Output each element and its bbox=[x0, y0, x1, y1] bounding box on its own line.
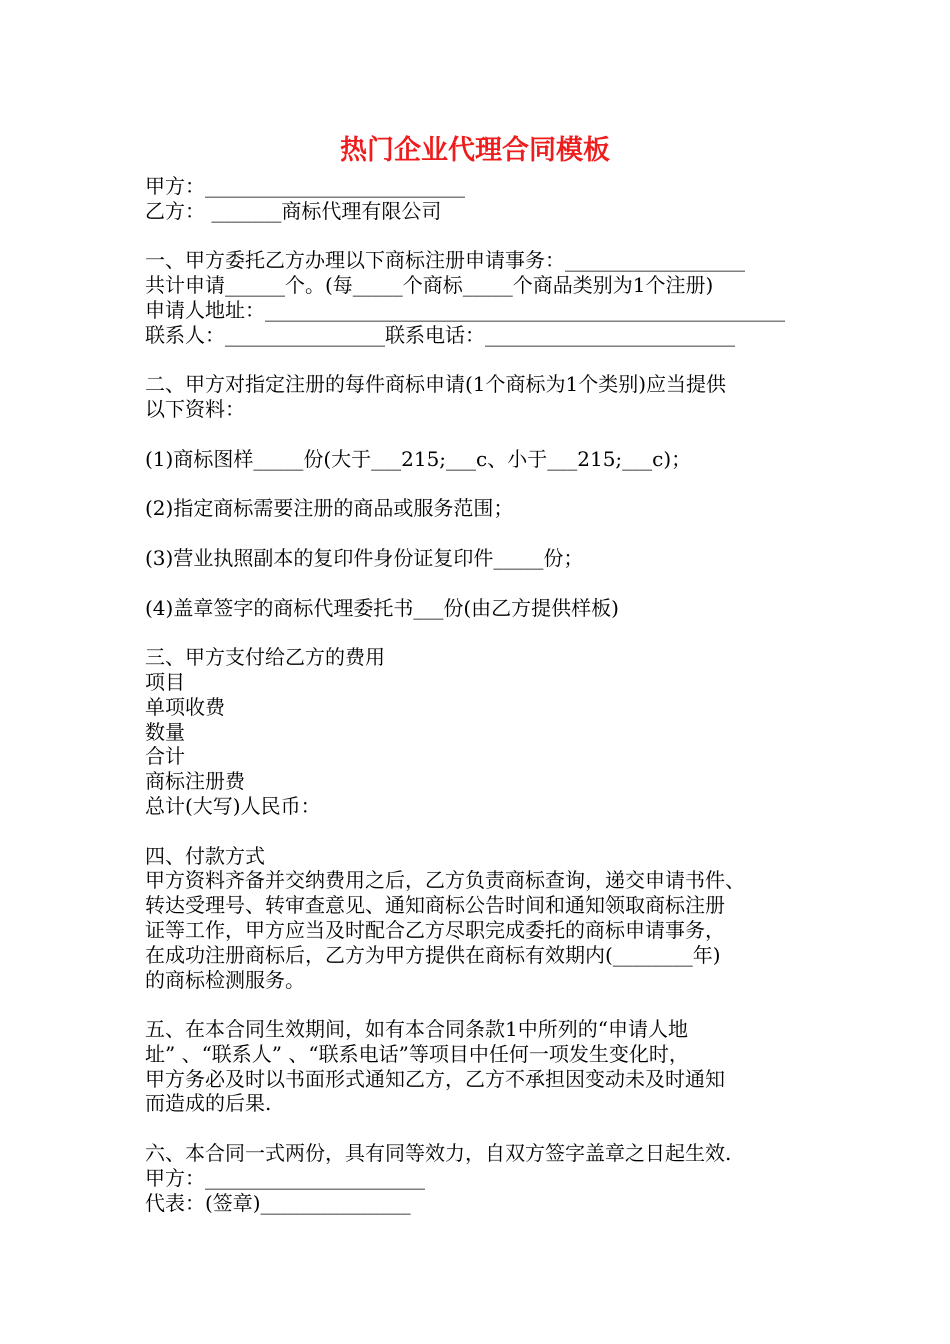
clause-2-line-2: 以下资料： bbox=[145, 397, 245, 422]
blank-line bbox=[145, 422, 825, 447]
clause-4-heading: 四、付款方式 bbox=[145, 843, 265, 868]
item-1-line: (1)商标图样_____份(大于___215;___c、小于___215;___c)； bbox=[145, 446, 692, 471]
fee-total-label: 总计(大写)人民币： bbox=[145, 793, 321, 818]
blank-line bbox=[145, 348, 825, 373]
clause-6-line: 六、本合同一式两份，具有同等效力，自双方签字盖章之日起生效. bbox=[145, 1141, 732, 1166]
fee-quantity-label: 数量 bbox=[145, 719, 185, 744]
blank-line bbox=[145, 992, 825, 1017]
clause-5-line-2: 址” 、“联系人” 、“联系电话”等项目中任何一项发生变化时， bbox=[145, 1041, 689, 1066]
party-b-line: 乙方： _______商标代理有限公司 bbox=[145, 198, 442, 223]
document-body bbox=[145, 174, 825, 1215]
clause-1-line-1: 一、甲方委托乙方办理以下商标注册申请事务：__________________ bbox=[145, 248, 745, 273]
applicant-address-line: 申请人地址：____________________________________________________ bbox=[145, 297, 785, 322]
clause-3-heading: 三、甲方支付给乙方的费用 bbox=[145, 645, 385, 670]
item-3-line: (3)营业执照副本的复印件身份证复印件_____份； bbox=[145, 545, 584, 570]
fee-subtotal-label: 合计 bbox=[145, 744, 185, 769]
blank-line bbox=[145, 620, 825, 645]
clause-2-line-1: 二、甲方对指定注册的每件商标申请(1个商标为1个类别)应当提供 bbox=[145, 372, 727, 397]
contact-line: 联系人：________________联系电话：_________________________ bbox=[145, 322, 735, 347]
clause-5-line-4: 而造成的后果. bbox=[145, 1091, 272, 1116]
blank-line bbox=[145, 521, 825, 546]
blank-line bbox=[145, 472, 825, 497]
clause-1-line-2: 共计申请______个。(每_____个商标_____个商品类别为1个注册) bbox=[145, 273, 714, 298]
clause-5-line-1: 五、在本合同生效期间，如有本合同条款1中所列的“申请人地 bbox=[145, 1017, 688, 1042]
party-a-line: 甲方：__________________________ bbox=[145, 174, 465, 198]
fee-unit-price-label: 单项收费 bbox=[145, 694, 225, 719]
clause-4-line-5: 的商标检测服务。 bbox=[145, 967, 305, 992]
blank-line bbox=[145, 819, 825, 844]
item-2-line: (2)指定商标需要注册的商品或服务范围； bbox=[145, 496, 514, 521]
clause-4-line-3: 证等工作，甲方应当及时配合乙方尽职完成委托的商标申请事务， bbox=[145, 917, 725, 942]
fee-item-label: 项目 bbox=[145, 669, 185, 694]
blank-line bbox=[145, 1116, 825, 1141]
blank-line bbox=[145, 571, 825, 596]
signature-party-a-line: 甲方：______________________ bbox=[145, 1165, 425, 1190]
item-4-line: (4)盖章签字的商标代理委托书___份(由乙方提供样板) bbox=[145, 595, 619, 620]
clause-4-line-1: 甲方资料齐备并交纳费用之后，乙方负责商标查询，递交申请书件、 bbox=[145, 868, 745, 893]
clause-4-line-2: 转达受理号、转审查意见、通知商标公告时间和通知领取商标注册 bbox=[145, 893, 725, 918]
blank-line bbox=[145, 224, 825, 249]
clause-5-line-3: 甲方务必及时以书面形式通知乙方，乙方不承担因变动未及时通知 bbox=[145, 1066, 725, 1091]
document-title: 热门企业代理合同模板 bbox=[340, 135, 610, 166]
signature-representative-line: 代表：(签章)_______________ bbox=[145, 1190, 411, 1215]
fee-registration-label: 商标注册费 bbox=[145, 769, 245, 794]
clause-4-line-4: 在成功注册商标后，乙方为甲方提供在商标有效期内(________年) bbox=[145, 942, 721, 967]
